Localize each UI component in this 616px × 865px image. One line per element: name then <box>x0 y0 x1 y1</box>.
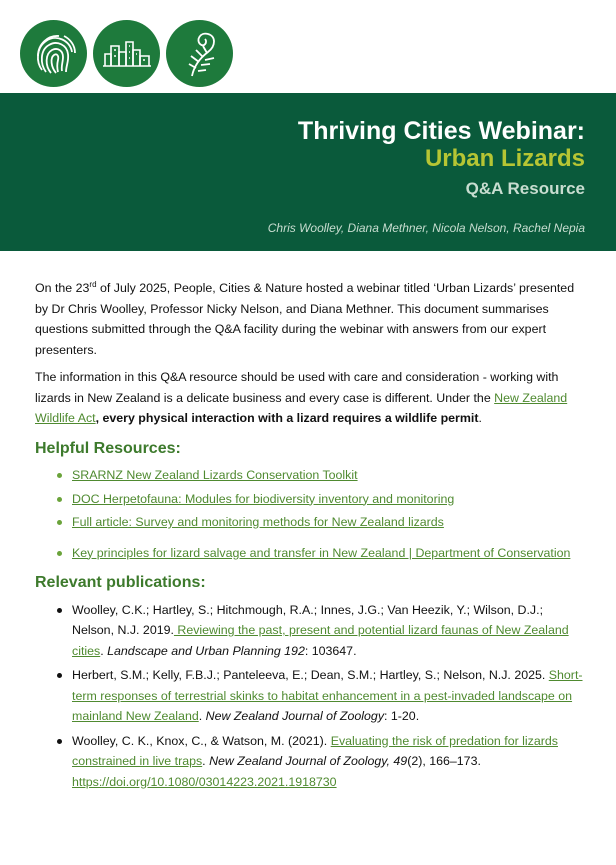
publication-item <box>57 600 583 662</box>
pub-title-link[interactable]: Reviewing the past, present and potential lizard faunas of New Zealand cities <box>72 623 569 658</box>
pub-sep: . <box>202 754 210 768</box>
publication-item <box>57 665 583 727</box>
city-logo <box>93 20 160 87</box>
pub-pages: (2), 166–173. <box>407 754 481 768</box>
document-body <box>35 278 583 796</box>
resource-link[interactable]: DOC Herpetofauna: Modules for biodiversity inventory and monitoring <box>72 491 455 506</box>
publication-item <box>57 731 583 793</box>
webinar-title: Thriving Cities Webinar: <box>297 117 585 145</box>
pub-pages: : 1-20. <box>384 709 420 723</box>
publications-heading: Relevant publications: <box>35 574 206 591</box>
permit-text: The information in this Q&A resource should be used with care and consideration - working with lizards in New Zealand is a delicate business and every case is different. Under the <box>35 370 559 405</box>
list-item <box>57 543 583 564</box>
pub-sep: . <box>198 709 206 723</box>
intro-paragraph-1 <box>35 278 583 360</box>
title-banner <box>0 93 616 251</box>
permit-period: . <box>478 411 482 425</box>
intro-text-cont: of July 2025, People, Cities & Nature hosted a webinar titled ‘Urban Lizards’ presented by Dr Chris Woolley, Professor Nicky Nelson, and Diana Methner. This document summarises questions submitted through the Q&A facility during the webinar with answers from our expert presenters. <box>35 281 575 357</box>
fern-koru-icon <box>172 26 228 82</box>
pub-pages: : 103647. <box>304 643 357 658</box>
pub-authors: Woolley, C. K., Knox, C., & Watson, M. (2021). <box>72 733 331 748</box>
pub-journal: Landscape and Urban Planning 192 <box>107 643 305 658</box>
ordinal-suffix: rd <box>89 279 97 289</box>
pub-authors: Herbert, S.M.; Kelly, F.B.J.; Panteleeva, E.; Dean, S.M.; Hartley, S.; Nelson, N.J. 2025. <box>72 668 549 682</box>
permit-warning: , every physical interaction with a lizard requires a wildlife permit <box>95 411 479 425</box>
pub-journal: New Zealand Journal of Zoology, 49 <box>209 754 408 768</box>
pub-title-link[interactable]: Evaluating the risk of predation for lizards constrained in live traps <box>72 733 558 768</box>
wildlife-act-link[interactable]: New Zealand Wildlife Act <box>35 390 568 425</box>
pub-authors: Woolley, C.K.; Hartley, S.; Hitchmough, R.A.; Innes, J.G.; Van Heezik, Y.; Wilson, D.J.; Nelson, N.J. 2019. <box>72 602 544 637</box>
resource-link[interactable]: Full article: Survey and monitoring methods for New Zealand lizards <box>72 515 444 529</box>
intro-text: On the 23 <box>35 281 90 295</box>
city-skyline-icon <box>99 26 155 82</box>
list-item <box>57 489 583 510</box>
list-item <box>57 512 583 533</box>
publications-list <box>35 600 583 793</box>
webinar-topic: Urban Lizards <box>424 145 585 172</box>
resource-link[interactable]: SRARNZ New Zealand Lizards Conservation Toolkit <box>72 468 358 482</box>
helpful-resources-heading: Helpful Resources: <box>35 439 181 457</box>
pub-journal: New Zealand Journal of Zoology <box>205 709 385 723</box>
fern-logo <box>166 20 233 87</box>
fingerprint-logo <box>20 20 87 87</box>
list-item <box>57 465 583 486</box>
pub-sep: . <box>100 643 108 658</box>
helpful-resources-list <box>35 465 583 563</box>
fingerprint-icon <box>26 26 82 82</box>
authors-line: Chris Woolley, Diana Methner, Nicola Nelson, Rachel Nepia <box>267 221 585 235</box>
resource-link[interactable]: Key principles for lizard salvage and transfer in New Zealand | Department of Conservation <box>72 545 571 560</box>
document-subtitle: Q&A Resource <box>465 179 585 198</box>
pub-title-link[interactable]: Short-term responses of terrestrial skinks to habitat enhancement in a pest-invaded landscape on mainland New Zealand <box>72 668 583 723</box>
pub-doi-link[interactable]: https://doi.org/10.1080/03014223.2021.1918730 <box>72 774 337 789</box>
intro-paragraph-2 <box>35 367 583 429</box>
logo-row <box>20 20 233 90</box>
